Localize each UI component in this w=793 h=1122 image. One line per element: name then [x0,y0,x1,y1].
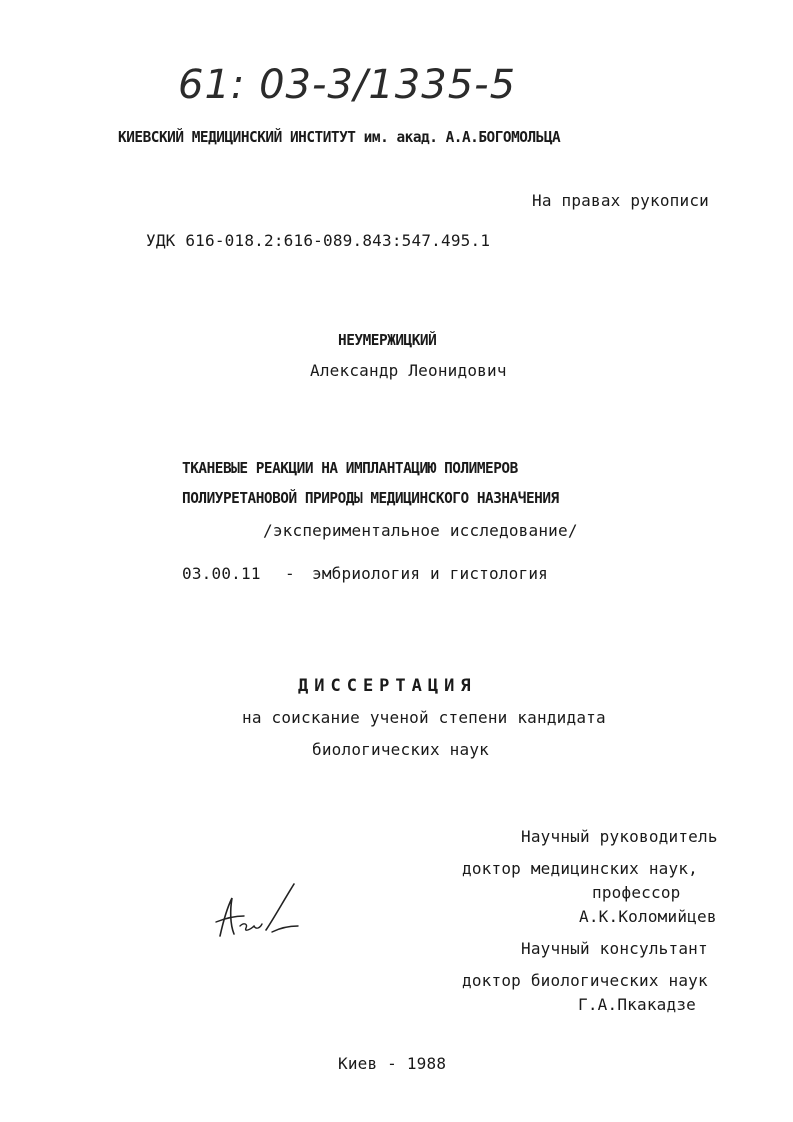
title-line-1: ТКАНЕВЫЕ РЕАКЦИИ НА ИМПЛАНТАЦИЮ ПОЛИМЕРОВ [182,459,518,477]
title-line-2: ПОЛИУРЕТАНОВОЙ ПРИРОДЫ МЕДИЦИНСКОГО НАЗНАЧЕНИЯ [182,489,559,507]
consultant-degree: доктор биологических наук [462,971,708,990]
dissertation-degree-line-1: на соискание ученой степени кандидата [242,708,606,727]
supervisor-name: А.К.Коломийцев [579,907,717,926]
udc-code: УДК 616-018.2:616-089.843:547.495.1 [146,231,491,250]
title-subtitle: /экспериментальное исследование/ [263,521,578,540]
handwritten-signature-icon [210,878,310,948]
specialty-code: 03.00.11 [182,564,261,583]
supervisor-rank: профессор [592,883,681,902]
specialty-dash: - [285,564,295,583]
author-surname: НЕУМЕРЖИЦКИЙ [338,331,437,349]
place-and-year: Киев - 1988 [338,1054,447,1073]
supervisor-degree: доктор медицинских наук, [462,859,698,878]
author-given-names: Александр Леонидович [310,361,507,380]
institute-name: КИЕВСКИЙ МЕДИЦИНСКИЙ ИНСТИТУТ им. акад. А.А.БОГОМОЛЬЦА [118,128,561,146]
dissertation-degree-line-2: биологических наук [312,740,489,759]
consultant-name: Г.А.Пкакадзе [578,995,696,1014]
consultant-role: Научный консультант [521,939,708,958]
supervisor-role: Научный руководитель [521,827,718,846]
specialty-name: эмбриология и гистология [312,564,548,583]
manuscript-rights-note: На правах рукописи [532,191,709,210]
archive-code: 61: 03-3/1335-5 [178,62,517,108]
dissertation-label: ДИССЕРТАЦИЯ [298,676,477,696]
